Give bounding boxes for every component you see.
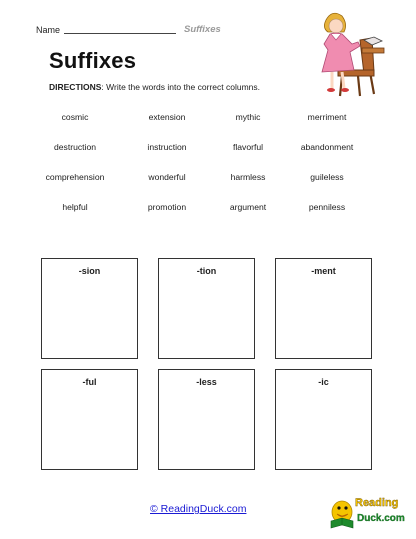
word-bank-item: mythic bbox=[235, 112, 261, 122]
word-bank-item: promotion bbox=[147, 202, 187, 212]
name-line[interactable] bbox=[64, 33, 176, 34]
word-bank-item: merriment bbox=[307, 112, 347, 122]
sort-box-label: -tion bbox=[196, 266, 217, 276]
directions bbox=[49, 82, 260, 92]
logo-text-bottom: Duck.com bbox=[357, 513, 405, 524]
sort-box-label: -ment bbox=[311, 266, 336, 276]
word-row bbox=[45, 202, 375, 232]
word-bank-item: destruction bbox=[53, 142, 97, 152]
header-title: Suffixes bbox=[184, 24, 221, 35]
word-bank-item: helpful bbox=[62, 202, 88, 212]
logo-text-top: Reading bbox=[355, 497, 399, 509]
word-bank-item: harmless bbox=[230, 172, 266, 182]
sort-box[interactable] bbox=[41, 258, 138, 359]
word-bank-item: guileless bbox=[310, 172, 344, 182]
word-bank-item: abandonment bbox=[300, 142, 354, 152]
sort-box[interactable] bbox=[158, 369, 255, 470]
word-bank-item: extension bbox=[148, 112, 186, 122]
word-bank-item: instruction bbox=[147, 142, 187, 152]
word-row bbox=[45, 112, 375, 142]
girl-reading-illustration-icon bbox=[314, 10, 386, 98]
sort-box-label: -sion bbox=[78, 266, 101, 276]
readingduck-link[interactable]: © ReadingDuck.com bbox=[150, 503, 247, 515]
page-title: Suffixes bbox=[49, 48, 137, 73]
word-bank-item: wonderful bbox=[148, 172, 186, 182]
word-bank-item: penniless bbox=[308, 202, 346, 212]
word-bank-item: flavorful bbox=[232, 142, 264, 152]
sort-box-label: -ful bbox=[82, 377, 97, 387]
sort-box-label: -ic bbox=[318, 377, 329, 387]
sort-box[interactable] bbox=[41, 369, 138, 470]
name-label: Name bbox=[36, 25, 61, 35]
sort-box[interactable] bbox=[275, 258, 372, 359]
reading-duck-logo-icon bbox=[328, 488, 406, 530]
word-row bbox=[45, 142, 375, 172]
word-row bbox=[45, 172, 375, 202]
sort-box[interactable] bbox=[275, 369, 372, 470]
word-bank-item: comprehension bbox=[45, 172, 105, 182]
sort-box-label: -less bbox=[196, 377, 217, 387]
sort-box[interactable] bbox=[158, 258, 255, 359]
word-bank-item: argument bbox=[229, 202, 267, 212]
directions-label: DIRECTIONS bbox=[49, 82, 102, 92]
word-bank-item: cosmic bbox=[61, 112, 89, 122]
directions-text: : Write the words into the correct columns. bbox=[101, 82, 260, 92]
word-bank bbox=[45, 112, 375, 232]
